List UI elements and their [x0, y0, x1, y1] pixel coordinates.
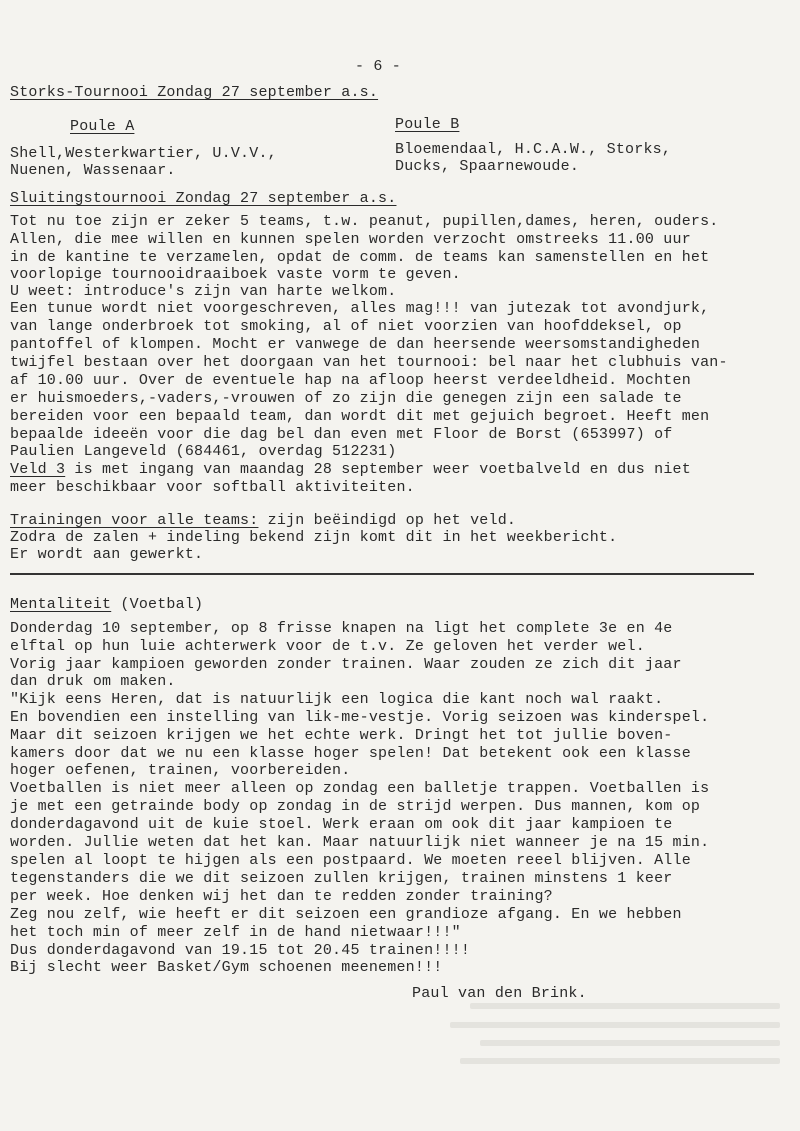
mentaliteit-line: En bovendien een instelling van lik-me-vestje. Vorig seizoen was kinderspel. [10, 709, 710, 726]
show-through-mark [480, 1040, 780, 1046]
sluiting-line: pantoffel of klompen. Mocht er vanwege de dan heersende weersomstandigheden [10, 336, 701, 353]
mentaliteit-heading: Mentaliteit [10, 596, 112, 613]
sluiting-line: Een tunue wordt niet voorgeschreven, alles mag!!! van jutezak tot avondjurk, [10, 300, 710, 317]
mentaliteit-line: Dus donderdagavond van 19.15 tot 20.45 trainen!!!! [10, 942, 471, 959]
mentaliteit-line: Zeg nou zelf, wie heeft er dit seizoen een grandioze afgang. En we hebben [10, 906, 682, 923]
mentaliteit-line: worden. Jullie weten dat het kan. Maar natuurlijk niet wanneer je na 15 min. [10, 834, 710, 851]
sluiting-line: Allen, die mee willen en kunnen spelen worden verzocht omstreeks 11.00 uur [10, 231, 691, 248]
veld-line [10, 461, 691, 479]
poule-b-line: Ducks, Spaarnewoude. [395, 158, 580, 175]
mentaliteit-line: je met een getrainde body op zondag in de strijd werpen. Dus mannen, kom op [10, 798, 701, 815]
mentaliteit-line: Maar dit seizoen krijgen we het echte werk. Dringt het tot jullie boven- [10, 727, 673, 744]
veld-line: meer beschikbaar voor softball aktiviteiten. [10, 479, 415, 496]
poule-a-label: Poule A [70, 118, 135, 135]
sluiting-line: Tot nu toe zijn er zeker 5 teams, t.w. peanut, pupillen,dames, heren, ouders. [10, 213, 719, 230]
trainingen-line [10, 512, 516, 530]
storks-heading: Storks-Tournooi Zondag 27 september a.s. [10, 84, 379, 101]
mentaliteit-line: Voetballen is niet meer alleen op zondag een balletje trappen. Voetballen is [10, 780, 710, 797]
show-through-mark [450, 1022, 780, 1028]
sluiting-line: van lange onderbroek tot smoking, al of niet voorzien van hoofddeksel, op [10, 318, 682, 335]
sluiting-line: bepaalde ideeën voor die dag bel dan even met Floor de Borst (653997) of [10, 426, 673, 443]
sluiting-line: in de kantine te verzamelen, opdat de comm. de teams kan samenstellen en het [10, 249, 710, 266]
sluiting-line: Paulien Langeveld (684461, overdag 512231) [10, 443, 397, 460]
mentaliteit-line: kamers door dat we nu een klasse hoger spelen! Dat betekent ook een klasse [10, 745, 691, 762]
mentaliteit-line: Bij slecht weer Basket/Gym schoenen meenemen!!! [10, 959, 443, 976]
mentaliteit-line: spelen al loopt te hijgen als een postpaard. We moeten reeel blijven. Alle [10, 852, 691, 869]
mentaliteit-line: donderdagavond uit de kuie stoel. Werk eraan om ook dit jaar kampioen te [10, 816, 673, 833]
show-through-mark [470, 1003, 780, 1009]
section-divider [10, 573, 754, 575]
sluiting-line: U weet: introduce's zijn van harte welkom. [10, 283, 397, 300]
veld-text: is met ingang van maandag 28 september weer voetbalveld en dus niet [65, 461, 691, 478]
mentaliteit-heading-suffix: (Voetbal) [111, 596, 204, 613]
show-through-mark [460, 1058, 780, 1064]
mentaliteit-line: hoger oefenen, trainen, voorbereiden. [10, 762, 351, 779]
mentaliteit-line: dan druk om maken. [10, 673, 176, 690]
mentaliteit-line: tegenstanders die we dit seizoen zullen krijgen, trainen minstens 1 keer [10, 870, 673, 887]
trainingen-lead: Trainingen voor alle teams: [10, 512, 259, 529]
mentaliteit-line: het toch min of meer zelf in de hand nietwaar!!!" [10, 924, 461, 941]
poule-b-line: Bloemendaal, H.C.A.W., Storks, [395, 141, 672, 158]
sluiting-heading: Sluitingstournooi Zondag 27 september a.s. [10, 190, 397, 207]
poule-a-line: Shell,Westerkwartier, U.V.V., [10, 145, 277, 162]
sluiting-line: twijfel bestaan over het doorgaan van het tournooi: bel naar het clubhuis van- [10, 354, 728, 371]
mentaliteit-line: elftal op hun luie achterwerk voor de t.v. Ze geloven het verder wel. [10, 638, 645, 655]
mentaliteit-line: per week. Hoe denken wij het dan te redden zonder training? [10, 888, 553, 905]
signature: Paul van den Brink. [412, 985, 587, 1002]
mentaliteit-line: Donderdag 10 september, op 8 frisse knapen na ligt het complete 3e en 4e [10, 620, 673, 637]
sluiting-line: af 10.00 uur. Over de eventuele hap na afloop heerst verdeeldheid. Mochten [10, 372, 691, 389]
mentaliteit-line: "Kijk eens Heren, dat is natuurlijk een logica die kant noch wal raakt. [10, 691, 664, 708]
sluiting-line: bereiden voor een bepaald team, dan wordt dit met gejuich begroet. Heeft men [10, 408, 710, 425]
poule-a-line: Nuenen, Wassenaar. [10, 162, 176, 179]
trainingen-line: Er wordt aan gewerkt. [10, 546, 204, 563]
poule-b-label: Poule B [395, 116, 460, 133]
trainingen-line: Zodra de zalen + indeling bekend zijn komt dit in het weekbericht. [10, 529, 618, 546]
mentaliteit-line: Vorig jaar kampioen geworden zonder trainen. Waar zouden ze zich dit jaar [10, 656, 682, 673]
sluiting-line: er huismoeders,-vaders,-vrouwen of zo zijn die genegen zijn een salade te [10, 390, 682, 407]
page-number: - 6 - [355, 58, 402, 75]
veld-lead: Veld 3 [10, 461, 66, 478]
trainingen-text: zijn beëindigd op het veld. [258, 512, 517, 529]
sluiting-line: voorlopige tournooidraaiboek vaste vorm te geven. [10, 266, 461, 283]
mentaliteit-heading-line [10, 596, 203, 614]
